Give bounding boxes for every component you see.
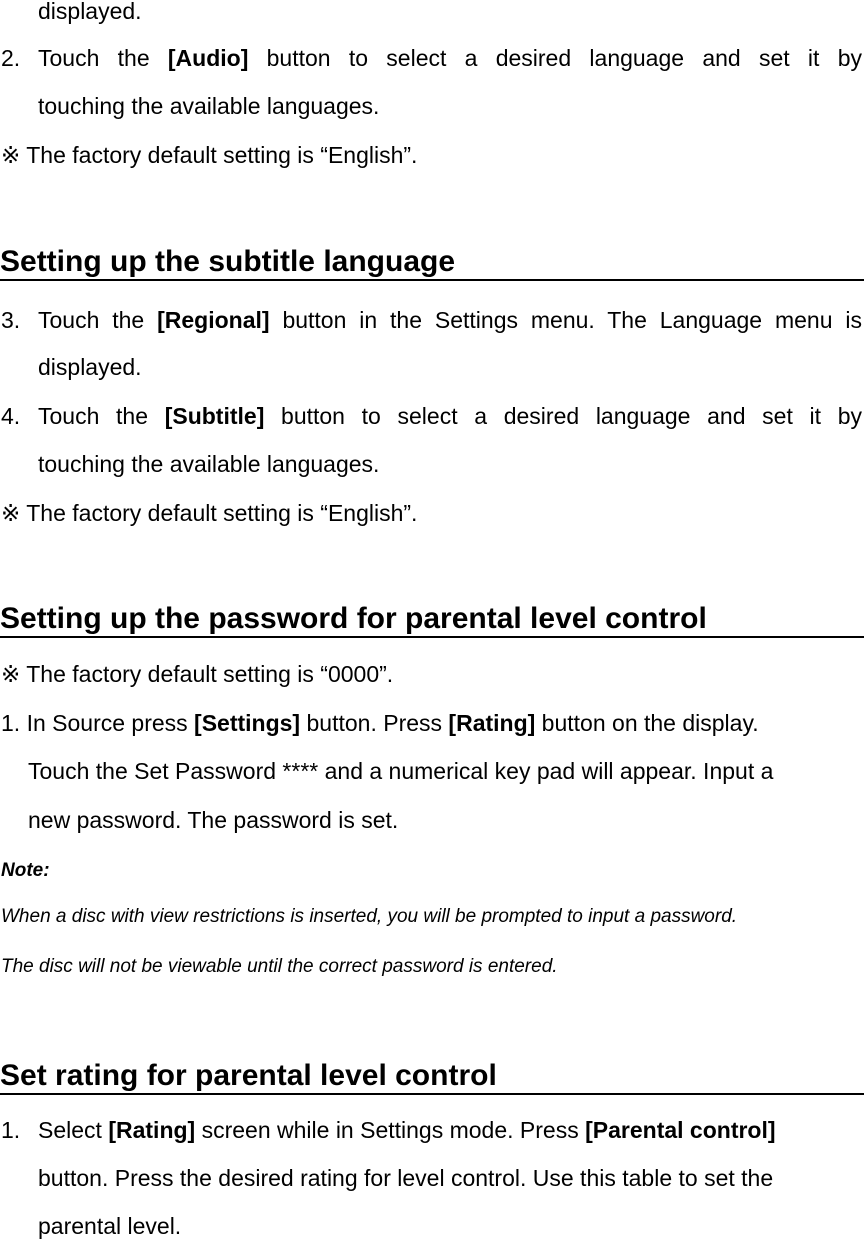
step-text-continuation: Touch the Set Password **** and a numerical key pad will appear. Input a xyxy=(28,758,774,784)
step-text-mid: screen while in Settings mode. Press xyxy=(195,1117,586,1143)
step-text-post: button in the Settings menu. The Language menu is xyxy=(269,307,862,333)
parental-control-button-label: [Parental control] xyxy=(585,1117,776,1143)
note-text: When a disc with view restrictions is inserted, you will be prompted to input a password. xyxy=(1,906,738,927)
step-text xyxy=(38,1116,776,1144)
password-section-heading: Setting up the password for parental level control xyxy=(0,602,864,638)
step-text xyxy=(38,44,862,72)
step-text-post: button to select a desired language and set it by xyxy=(264,403,862,429)
rating-section-heading: Set rating for parental level control xyxy=(0,1059,864,1095)
default-setting-note: ※ The factory default setting is “English”. xyxy=(1,500,418,526)
default-setting-note: ※ The factory default setting is “0000”. xyxy=(1,661,394,687)
step-text-pre: Touch the xyxy=(38,403,165,429)
step-text-post: button to select a desired language and set it by xyxy=(248,45,862,71)
step-text-pre: 1. In Source press xyxy=(1,710,195,736)
note-text: The disc will not be viewable until the correct password is entered. xyxy=(1,956,558,977)
subtitle-section-heading: Setting up the subtitle language xyxy=(0,245,864,281)
step-number: 4. xyxy=(1,403,21,429)
step-text xyxy=(38,306,862,334)
regional-button-label: [Regional] xyxy=(157,307,270,333)
step-number: 2. xyxy=(1,45,21,71)
default-setting-note: ※ The factory default setting is “English”. xyxy=(1,142,418,168)
step1-continuation: displayed. xyxy=(38,0,142,24)
settings-button-label: [Settings] xyxy=(194,710,301,736)
step-text-pre: Touch the xyxy=(38,307,158,333)
rating-button-label: [Rating] xyxy=(448,710,536,736)
subtitle-button-label: [Subtitle] xyxy=(164,403,265,429)
step-text-pre: Touch the xyxy=(38,45,168,71)
step-text-continuation: displayed. xyxy=(38,354,142,380)
step-number: 1. xyxy=(1,1117,21,1143)
step-text-mid: button. Press xyxy=(300,710,449,736)
note-label: Note: xyxy=(1,860,50,881)
step-text-continuation: button. Press the desired rating for level control. Use this table to set the xyxy=(38,1165,774,1191)
step-text-continuation: parental level. xyxy=(38,1213,182,1239)
step-number: 3. xyxy=(1,307,21,333)
step-text xyxy=(1,709,759,737)
audio-button-label: [Audio] xyxy=(167,45,249,71)
step-text-pre: Select xyxy=(38,1117,109,1143)
step-text xyxy=(38,402,862,430)
step-text-continuation: touching the available languages. xyxy=(38,93,380,119)
step-text-continuation: new password. The password is set. xyxy=(28,807,399,833)
rating-button-label: [Rating] xyxy=(108,1117,196,1143)
step-text-post: button on the display. xyxy=(535,710,759,736)
step-text-continuation: touching the available languages. xyxy=(38,451,380,477)
